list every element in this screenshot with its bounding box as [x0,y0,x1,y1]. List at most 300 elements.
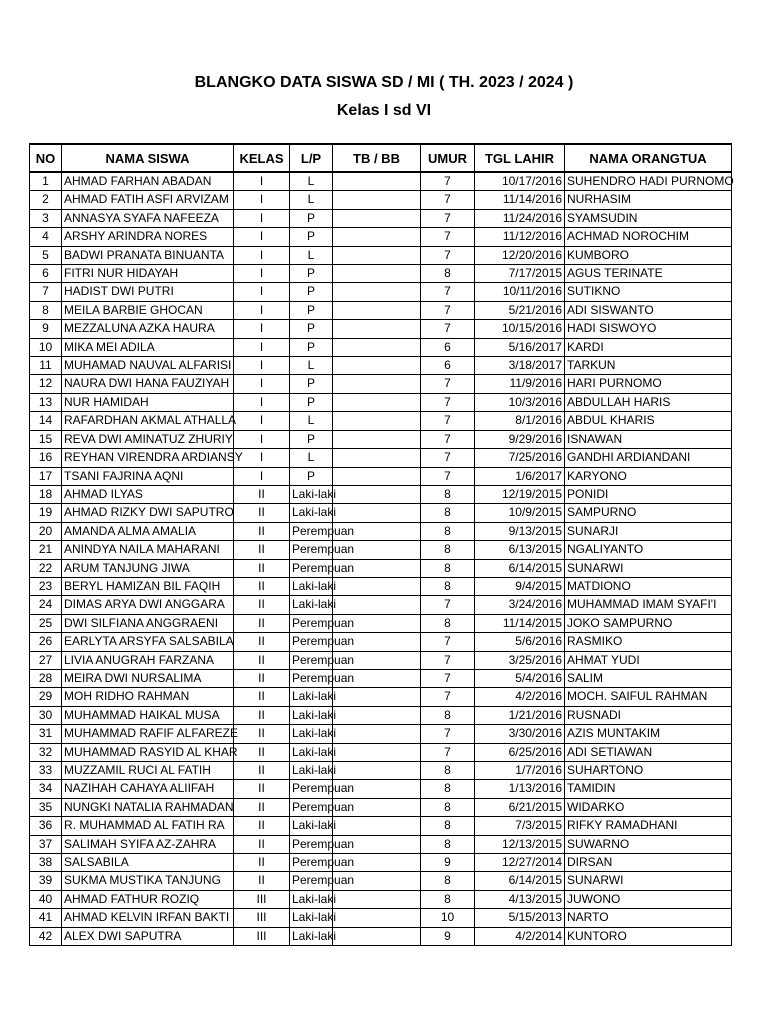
cell-tb-bb [333,817,421,835]
cell-lp-text: Perempuan [292,836,355,851]
cell-no: 7 [30,283,62,301]
cell-no: 8 [30,301,62,319]
cell-nama-orangtua: ADI SETIAWAN [565,743,732,761]
cell-umur: 9 [421,854,475,872]
cell-tb-bb [333,209,421,227]
cell-lp [290,191,333,209]
cell-umur: 8 [421,522,475,540]
cell-lp-text: P [306,284,315,299]
cell-nama-siswa: MOH RIDHO RAHMAN [62,688,234,706]
cell-lp-text: Laki-laki [292,689,337,704]
cell-lp-text: P [306,229,315,244]
cell-umur: 8 [421,504,475,522]
cell-tgl-lahir: 5/15/2013 [475,909,565,927]
cell-nama-siswa: NUR HAMIDAH [62,393,234,411]
cell-kelas: II [234,522,290,540]
table-row [30,338,732,356]
cell-tgl-lahir: 12/19/2015 [475,485,565,503]
cell-nama-orangtua: JUWONO [565,890,732,908]
cell-lp-text: Laki-laki [292,505,337,520]
cell-no: 25 [30,614,62,632]
cell-lp-text: Laki-laki [292,726,337,741]
cell-no: 31 [30,725,62,743]
cell-lp-text: L [307,192,315,207]
cell-no: 40 [30,890,62,908]
cell-nama-orangtua: ABDUL KHARIS [565,412,732,430]
cell-umur: 7 [421,651,475,669]
cell-lp [290,669,355,687]
cell-tgl-lahir: 7/25/2016 [475,449,565,467]
cell-kelas: II [234,559,290,577]
cell-tb-bb [333,283,421,301]
cell-nama-siswa: ARUM TANJUNG JIWA [62,559,234,577]
cell-lp-text: P [306,394,315,409]
cell-nama-siswa: AHMAD FATHUR ROZIQ [62,890,234,908]
cell-tgl-lahir: 11/24/2016 [475,209,565,227]
cell-nama-orangtua: SUNARWI [565,559,732,577]
cell-umur: 7 [421,209,475,227]
cell-nama-siswa: ALEX DWI SAPUTRA [62,927,234,945]
cell-tb-bb [333,706,421,724]
cell-tb-bb [333,725,421,743]
cell-tgl-lahir: 9/4/2015 [475,577,565,595]
cell-lp-text: L [307,450,315,465]
cell-nama-siswa: BERYL HAMIZAN BIL FAQIH [62,577,234,595]
cell-tb-bb [333,688,421,706]
cell-lp-text: Perempuan [292,873,355,888]
cell-nama-siswa: MUHAMMAD RASYID AL KHAR [62,743,234,761]
cell-lp-text: Laki-laki [292,744,337,759]
cell-lp-text: P [306,431,315,446]
cell-nama-orangtua: ADI SISWANTO [565,301,732,319]
cell-kelas: III [234,927,290,945]
cell-nama-orangtua: HADI SISWOYO [565,320,732,338]
cell-lp [290,393,333,411]
cell-lp-text: Perempuan [292,542,355,557]
cell-tgl-lahir: 11/14/2016 [475,191,565,209]
cell-lp-text: Perempuan [292,634,355,649]
cell-lp [290,798,355,816]
cell-nama-siswa: AHMAD RIZKY DWI SAPUTRO [62,504,234,522]
cell-kelas: II [234,798,290,816]
cell-umur: 8 [421,265,475,283]
cell-nama-siswa: FITRI NUR HIDAYAH [62,265,234,283]
cell-no: 9 [30,320,62,338]
table-row [30,228,732,246]
cell-tb-bb [333,375,421,393]
cell-nama-siswa: TSANI FAJRINA AQNI [62,467,234,485]
cell-lp [290,835,355,853]
cell-nama-orangtua: SUNARJI [565,522,732,540]
cell-tb-bb [333,485,421,503]
cell-tgl-lahir: 6/13/2015 [475,541,565,559]
cell-umur: 8 [421,762,475,780]
cell-kelas: I [234,246,290,264]
cell-umur: 8 [421,541,475,559]
cell-lp-text: Laki-laki [292,486,337,501]
cell-tgl-lahir: 1/21/2016 [475,706,565,724]
table-row [30,246,732,264]
cell-lp-text: P [306,339,315,354]
cell-tgl-lahir: 6/14/2015 [475,559,565,577]
cell-nama-orangtua: SUTIKNO [565,283,732,301]
table-row [30,467,732,485]
cell-lp [290,706,337,724]
cell-lp [290,320,333,338]
cell-nama-orangtua: MOCH. SAIFUL RAHMAN [565,688,732,706]
cell-nama-orangtua: GANDHI ARDIANDANI [565,449,732,467]
cell-kelas: I [234,283,290,301]
column-header-nama-orangtua: NAMA ORANGTUA [565,144,732,172]
cell-umur: 7 [421,467,475,485]
cell-no: 15 [30,430,62,448]
cell-kelas: II [234,504,290,522]
cell-no: 29 [30,688,62,706]
cell-lp [290,890,337,908]
cell-lp-text: Perempuan [292,615,355,630]
cell-kelas: II [234,485,290,503]
cell-tb-bb [333,577,421,595]
cell-tgl-lahir: 5/6/2016 [475,633,565,651]
cell-umur: 7 [421,412,475,430]
cell-umur: 6 [421,338,475,356]
cell-tgl-lahir: 9/29/2016 [475,430,565,448]
cell-tgl-lahir: 9/13/2015 [475,522,565,540]
cell-lp [290,209,333,227]
cell-lp [290,228,333,246]
cell-tb-bb [333,449,421,467]
cell-kelas: II [234,651,290,669]
cell-umur: 7 [421,393,475,411]
cell-umur: 7 [421,596,475,614]
cell-kelas: I [234,430,290,448]
cell-tb-bb [333,357,421,375]
table-row [30,541,732,559]
cell-no: 22 [30,559,62,577]
table-header [30,144,732,172]
cell-nama-siswa: DWI SILFIANA ANGGRAENI [62,614,234,632]
cell-tgl-lahir: 5/4/2016 [475,669,565,687]
cell-tgl-lahir: 11/12/2016 [475,228,565,246]
table-row [30,449,732,467]
cell-nama-siswa: NAURA DWI HANA FAUZIYAH [62,375,234,393]
cell-no: 26 [30,633,62,651]
cell-umur: 8 [421,577,475,595]
cell-nama-siswa: LIVIA ANUGRAH FARZANA [62,651,234,669]
cell-no: 13 [30,393,62,411]
cell-umur: 8 [421,706,475,724]
cell-lp [290,412,333,430]
cell-umur: 7 [421,633,475,651]
table-row [30,430,732,448]
cell-tgl-lahir: 7/17/2015 [475,265,565,283]
table-row [30,614,732,632]
cell-lp [290,504,337,522]
cell-kelas: I [234,449,290,467]
cell-lp [290,430,333,448]
cell-tgl-lahir: 3/30/2016 [475,725,565,743]
cell-nama-orangtua: WIDARKO [565,798,732,816]
cell-lp [290,633,355,651]
cell-kelas: II [234,872,290,890]
cell-no: 30 [30,706,62,724]
cell-nama-siswa: REYHAN VIRENDRA ARDIANSY [62,449,234,467]
cell-nama-siswa: EARLYTA ARSYFA SALSABILA [62,633,234,651]
cell-nama-orangtua: SALIM [565,669,732,687]
cell-lp-text: L [307,358,315,373]
cell-nama-orangtua: ABDULLAH HARIS [565,393,732,411]
cell-lp-text: P [306,302,315,317]
table-row [30,633,732,651]
cell-tb-bb [333,172,421,191]
column-header-kelas: KELAS [234,144,290,172]
cell-tgl-lahir: 1/13/2016 [475,780,565,798]
cell-nama-siswa: NUNGKI NATALIA RAHMADAN [62,798,234,816]
cell-lp [290,338,333,356]
table-row [30,504,732,522]
table-row [30,596,732,614]
cell-tgl-lahir: 1/6/2017 [475,467,565,485]
cell-umur: 7 [421,246,475,264]
table-row [30,835,732,853]
cell-lp [290,375,333,393]
cell-kelas: II [234,541,290,559]
cell-lp-text: Perempuan [292,652,355,667]
cell-no: 37 [30,835,62,853]
cell-umur: 7 [421,725,475,743]
cell-umur: 8 [421,614,475,632]
student-table [29,143,732,946]
cell-no: 28 [30,669,62,687]
cell-kelas: III [234,890,290,908]
cell-tgl-lahir: 3/18/2017 [475,357,565,375]
cell-nama-siswa: BADWI PRANATA BINUANTA [62,246,234,264]
cell-no: 4 [30,228,62,246]
column-header-tgl-lahir: TGL LAHIR [475,144,565,172]
cell-nama-siswa: DIMAS ARYA DWI ANGGARA [62,596,234,614]
cell-nama-siswa: REVA DWI AMINATUZ ZHURIY [62,430,234,448]
cell-no: 12 [30,375,62,393]
cell-lp [290,559,355,577]
column-header-umur: UMUR [421,144,475,172]
cell-nama-orangtua: SUHENDRO HADI PURNOMO [565,172,732,191]
cell-tb-bb [333,504,421,522]
cell-no: 32 [30,743,62,761]
cell-nama-orangtua: SUNARWI [565,872,732,890]
cell-kelas: I [234,393,290,411]
cell-tgl-lahir: 12/20/2016 [475,246,565,264]
cell-no: 17 [30,467,62,485]
cell-no: 41 [30,909,62,927]
cell-tb-bb [333,191,421,209]
cell-lp [290,743,337,761]
table-row [30,320,732,338]
cell-nama-orangtua: RASMIKO [565,633,732,651]
cell-kelas: II [234,614,290,632]
cell-umur: 7 [421,375,475,393]
cell-lp [290,596,337,614]
cell-lp [290,614,355,632]
cell-no: 1 [30,172,62,191]
cell-nama-siswa: SALIMAH SYIFA AZ-ZAHRA [62,835,234,853]
cell-nama-siswa: SALSABILA [62,854,234,872]
cell-tgl-lahir: 10/15/2016 [475,320,565,338]
cell-kelas: II [234,706,290,724]
cell-kelas: I [234,265,290,283]
cell-no: 16 [30,449,62,467]
cell-kelas: II [234,669,290,687]
cell-no: 19 [30,504,62,522]
cell-lp [290,467,333,485]
cell-kelas: I [234,320,290,338]
cell-kelas: II [234,633,290,651]
cell-umur: 9 [421,927,475,945]
cell-lp-text: Perempuan [292,560,355,575]
table-row [30,780,732,798]
cell-nama-orangtua: DIRSAN [565,854,732,872]
cell-nama-siswa: MUHAMAD NAUVAL ALFARISI [62,357,234,375]
cell-tgl-lahir: 3/24/2016 [475,596,565,614]
table-row [30,927,732,945]
cell-tb-bb [333,596,421,614]
cell-no: 20 [30,522,62,540]
cell-nama-orangtua: RIFKY RAMADHANI [565,817,732,835]
column-header-no: NO [30,144,62,172]
table-row [30,357,732,375]
cell-nama-orangtua: KUMBORO [565,246,732,264]
table-row [30,301,732,319]
table-row [30,854,732,872]
cell-lp-text: Laki-laki [292,818,337,833]
cell-nama-orangtua: KARDI [565,338,732,356]
cell-nama-siswa: RAFARDHAN AKMAL ATHALLA [62,412,234,430]
cell-lp [290,817,337,835]
cell-umur: 10 [421,909,475,927]
cell-lp [290,485,337,503]
cell-tgl-lahir: 7/3/2015 [475,817,565,835]
cell-no: 23 [30,577,62,595]
table-row [30,762,732,780]
document-title: BLANGKO DATA SISWA SD / MI ( TH. 2023 / 2024 ) [194,74,574,91]
cell-tb-bb [333,909,421,927]
cell-kelas: II [234,817,290,835]
cell-nama-orangtua: AZIS MUNTAKIM [565,725,732,743]
cell-kelas: II [234,762,290,780]
cell-lp-text: Perempuan [292,855,355,870]
cell-lp [290,780,355,798]
cell-nama-orangtua: ACHMAD NOROCHIM [565,228,732,246]
cell-nama-orangtua: TARKUN [565,357,732,375]
cell-no: 6 [30,265,62,283]
table-row [30,817,732,835]
cell-umur: 7 [421,301,475,319]
cell-no: 38 [30,854,62,872]
cell-umur: 8 [421,890,475,908]
cell-umur: 8 [421,798,475,816]
cell-tgl-lahir: 6/25/2016 [475,743,565,761]
cell-kelas: I [234,172,290,191]
cell-lp-text: Laki-laki [292,928,337,943]
cell-nama-siswa: MEILA BARBIE GHOCAN [62,301,234,319]
table-row [30,522,732,540]
cell-lp [290,854,355,872]
cell-tgl-lahir: 4/2/2014 [475,927,565,945]
cell-kelas: I [234,191,290,209]
cell-umur: 7 [421,743,475,761]
cell-tgl-lahir: 4/13/2015 [475,890,565,908]
cell-nama-orangtua: KARYONO [565,467,732,485]
cell-no: 14 [30,412,62,430]
cell-nama-siswa: MUHAMMAD RAFIF ALFAREZE [62,725,234,743]
cell-kelas: I [234,375,290,393]
cell-lp-text: Perempuan [292,670,355,685]
cell-umur: 7 [421,320,475,338]
cell-kelas: I [234,338,290,356]
table-body [30,172,732,946]
cell-no: 10 [30,338,62,356]
cell-no: 42 [30,927,62,945]
cell-kelas: I [234,467,290,485]
cell-tb-bb [333,412,421,430]
cell-nama-orangtua: AHMAT YUDI [565,651,732,669]
cell-tgl-lahir: 3/25/2016 [475,651,565,669]
table-row [30,798,732,816]
cell-kelas: II [234,854,290,872]
cell-kelas: I [234,209,290,227]
cell-lp-text: Laki-laki [292,597,337,612]
cell-kelas: I [234,357,290,375]
cell-lp-text: P [306,468,315,483]
cell-umur: 7 [421,191,475,209]
table-row [30,559,732,577]
cell-nama-siswa: R. MUHAMMAD AL FATIH RA [62,817,234,835]
cell-tgl-lahir: 6/14/2015 [475,872,565,890]
cell-umur: 8 [421,872,475,890]
cell-no: 35 [30,798,62,816]
cell-lp [290,651,355,669]
cell-lp-text: L [307,174,315,188]
cell-nama-orangtua: JOKO SAMPURNO [565,614,732,632]
cell-lp-text: Perempuan [292,799,355,814]
cell-nama-siswa: MUZZAMIL RUCI AL FATIH [62,762,234,780]
cell-no: 34 [30,780,62,798]
column-header-tb-bb: TB / BB [333,144,421,172]
table-row [30,412,732,430]
cell-lp [290,762,337,780]
cell-tgl-lahir: 12/27/2014 [475,854,565,872]
cell-nama-orangtua: TAMIDIN [565,780,732,798]
cell-kelas: II [234,725,290,743]
cell-nama-orangtua: NARTO [565,909,732,927]
cell-nama-orangtua: SUWARNO [565,835,732,853]
cell-no: 33 [30,762,62,780]
table-row [30,743,732,761]
cell-lp-text: Laki-laki [292,763,337,777]
cell-lp [290,688,337,706]
cell-kelas: II [234,596,290,614]
cell-kelas: II [234,688,290,706]
column-header-nama-siswa: NAMA SISWA [62,144,234,172]
cell-lp-text: Perempuan [292,523,355,538]
cell-tb-bb [333,927,421,945]
cell-tgl-lahir: 5/21/2016 [475,301,565,319]
cell-lp [290,927,337,945]
cell-tgl-lahir: 4/2/2016 [475,688,565,706]
document-subtitle: Kelas I sd VI [336,102,432,119]
cell-nama-orangtua: NGALIYANTO [565,541,732,559]
cell-kelas: II [234,577,290,595]
column-header-lp: L/P [290,144,333,172]
